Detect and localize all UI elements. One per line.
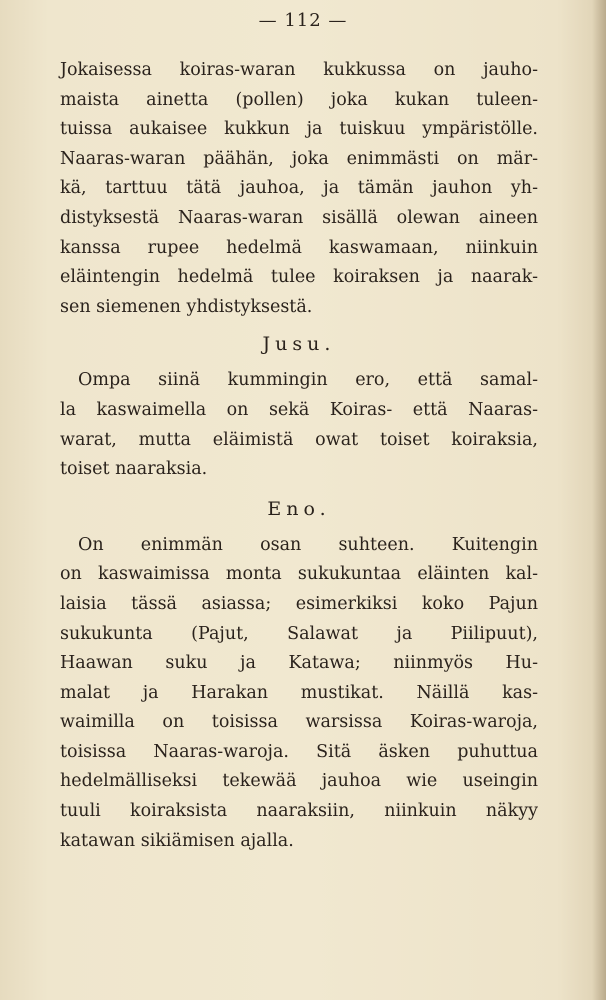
text-line: hedelmälliseksi tekewää jauhoa wie useingin: [60, 771, 538, 792]
text-line: katawan sikiämisen ajalla.: [60, 830, 294, 851]
text-line: waimilla on toisissa warsissa Koiras-waroja,: [60, 712, 538, 733]
text-line: maista ainetta (pollen) joka kukan tuleen-: [60, 89, 538, 110]
text-line: sukukunta (Pajut, Salawat ja Piilipuut),: [60, 623, 538, 644]
text-line: tuissa aukaisee kukkun ja tuiskuu ympäristölle.: [60, 119, 538, 140]
text-line: warat, mutta eläimistä owat toiset koiraksia,: [60, 429, 538, 450]
text-line: Naaras-waran päähän, joka enimmästi on mär-: [60, 148, 538, 169]
text-line: la kaswaimella on sekä Koiras- että Naaras-: [60, 399, 538, 420]
text-line: eläintengin hedelmä tulee koiraksen ja naarak-: [60, 267, 538, 288]
page-number: — 112 —: [258, 10, 348, 31]
page-body: [60, 56, 538, 856]
text-line: toisissa Naaras-waroja. Sitä äsken puhuttua: [60, 741, 538, 762]
text-line: on kaswaimissa monta sukukuntaa eläinten kal-: [60, 564, 538, 585]
speaker-heading: Jusu.: [262, 333, 336, 356]
text-line: kanssa rupee hedelmä kaswamaan, niinkuin: [60, 237, 538, 258]
paragraph: [60, 56, 538, 322]
text-line: tuuli koiraksista naaraksiin, niinkuin näkyy: [60, 801, 538, 822]
text-line: laisia tässä asiassa; esimerkiksi koko Pajun: [60, 593, 538, 614]
text-line: Haawan suku ja Katawa; niinmyös Hu-: [60, 653, 538, 674]
page-edge-shadow: [592, 0, 606, 1000]
text-line: kä, tarttuu tätä jauhoa, ja tämän jauhon yh-: [60, 178, 538, 199]
text-line: On enimmän osan suhteen. Kuitengin: [78, 534, 538, 555]
paragraph: [60, 531, 538, 857]
text-line: sen siemenen yhdistyksestä.: [60, 296, 313, 317]
text-line: malat ja Harakan mustikat. Näillä kas-: [60, 682, 538, 703]
paragraph: [60, 366, 538, 484]
text-line: distyksestä Naaras-waran sisällä olewan aineen: [60, 207, 538, 228]
text-line: Ompa siinä kummingin ero, että samal-: [78, 370, 538, 391]
text-line: toiset naaraksia.: [60, 459, 208, 480]
speaker-heading: Eno.: [267, 497, 331, 520]
text-line: Jokaisessa koiras-waran kukkussa on jauho-: [60, 60, 538, 80]
